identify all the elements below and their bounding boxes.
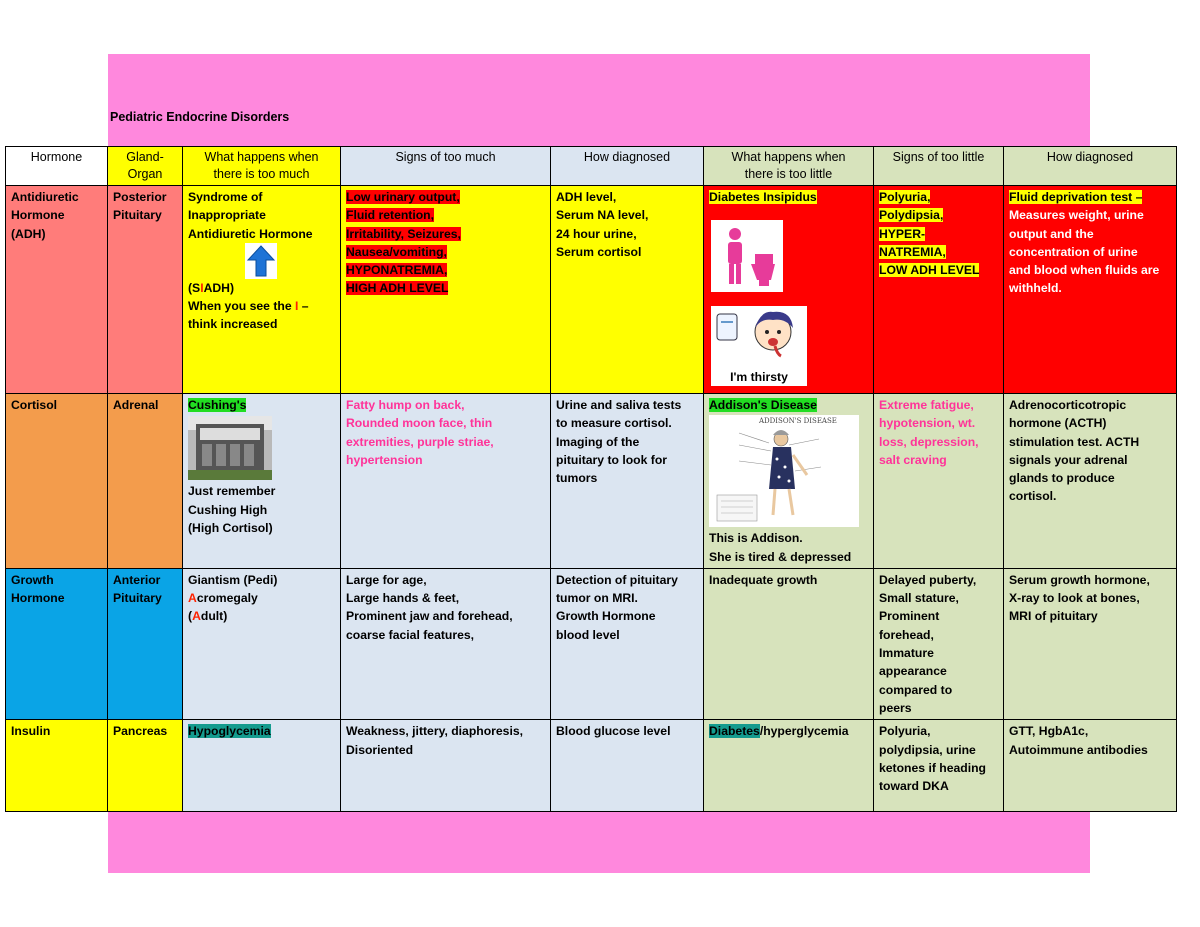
cell-much-what-growth: Giantism (Pedi) Acromegaly (Adult): [183, 568, 341, 719]
cell-gland-adh: Posterior Pituitary: [108, 186, 183, 394]
header-hormone: Hormone: [6, 147, 108, 186]
header-row: [6, 147, 1177, 186]
cell-little-diag-adh: Fluid deprivation test – Measures weight, urine output and the concentration of urine and blood when fluids are withheld.: [1004, 186, 1177, 394]
cell-gland-growth: Anterior Pituitary: [108, 568, 183, 719]
thirsty-person-icon: [711, 306, 807, 362]
addison-figure-image: ADDISON'S DISEASE: [709, 415, 859, 527]
cell-hormone-growth: Growth Hormone: [6, 568, 108, 719]
header-what-much: What happens when there is too much: [183, 147, 341, 186]
pink-band-bottom: [108, 803, 1090, 873]
header-signs-much: Signs of too much: [341, 147, 551, 186]
header-signs-little: Signs of too little: [874, 147, 1004, 186]
cell-much-signs-insulin: Weakness, jittery, diaphoresis, Disoriented: [341, 720, 551, 812]
cell-much-what-cortisol: Cushing's Just remember Cushing High (High Cortisol): [183, 394, 341, 569]
cell-much-what-insulin: Hypoglycemia: [183, 720, 341, 812]
cell-much-signs-growth: Large for age, Large hands & feet, Prominent jaw and forehead, coarse facial features,: [341, 568, 551, 719]
header-diag-little: How diagnosed: [1004, 147, 1177, 186]
header-gland: Gland- Organ: [108, 147, 183, 186]
document-title: Pediatric Endocrine Disorders: [110, 110, 290, 124]
cell-hormone-adh: Antidiuretic Hormone (ADH): [6, 186, 108, 394]
header-what-little: What happens when there is too little: [704, 147, 874, 186]
cell-much-signs-adh: Low urinary output, Fluid retention, Irritability, Seizures, Nausea/vomiting, HYPONATREMIA, HIGH ADH LEVEL: [341, 186, 551, 394]
cushing-sign-image: [188, 416, 272, 480]
cell-gland-insulin: Pancreas: [108, 720, 183, 812]
cell-much-diag-insulin: Blood glucose level: [551, 720, 704, 812]
cell-much-diag-adh: ADH level, Serum NA level, 24 hour urine, Serum cortisol: [551, 186, 704, 394]
cell-much-what-adh: Syndrome of Inappropriate Antidiuretic Hormone (SIADH) When you see the I – think increased: [183, 186, 341, 394]
cell-little-what-cortisol: Addison's Disease ADDISON'S DISEASE This is Addison. She is tired & depressed: [704, 394, 874, 569]
table-row: [6, 720, 1177, 812]
cell-little-signs-insulin: Polyuria, polydipsia, urine ketones if heading toward DKA: [874, 720, 1004, 812]
cell-much-diag-growth: Detection of pituitary tumor on MRI. Growth Hormone blood level: [551, 568, 704, 719]
pink-band-top: [108, 54, 1090, 147]
cell-little-what-insulin: Diabetes/hyperglycemia: [704, 720, 874, 812]
up-arrow-icon: [245, 243, 277, 279]
cell-little-signs-adh: Polyuria, Polydipsia, HYPER- NATREMIA, LOW ADH LEVEL: [874, 186, 1004, 394]
cell-little-diag-growth: Serum growth hormone, X-ray to look at bones, MRI of pituitary: [1004, 568, 1177, 719]
endocrine-table: [5, 146, 1177, 812]
table-row: [6, 394, 1177, 569]
cell-little-what-growth: Inadequate growth: [704, 568, 874, 719]
cell-little-what-adh: Diabetes Insipidus I'm thirsty: [704, 186, 874, 394]
cell-little-diag-insulin: GTT, HgbA1c, Autoimmune antibodies: [1004, 720, 1177, 812]
header-diag-much: How diagnosed: [551, 147, 704, 186]
cell-gland-cortisol: Adrenal: [108, 394, 183, 569]
table-row: [6, 568, 1177, 719]
thirsty-caption: I'm thirsty: [730, 369, 788, 384]
cell-hormone-insulin: Insulin: [6, 720, 108, 812]
cell-hormone-cortisol: Cortisol: [6, 394, 108, 569]
cell-little-signs-cortisol: Extreme fatigue, hypotension, wt. loss, depression, salt craving: [874, 394, 1004, 569]
cell-much-signs-cortisol: Fatty hump on back, Rounded moon face, thin extremities, purple striae, hypertension: [341, 394, 551, 569]
cell-little-diag-cortisol: Adrenocorticotropic hormone (ACTH) stimulation test. ACTH signals your adrenal glands to produce cortisol.: [1004, 394, 1177, 569]
cell-much-diag-cortisol: Urine and saliva tests to measure cortisol. Imaging of the pituitary to look for tumors: [551, 394, 704, 569]
cell-little-signs-growth: Delayed puberty, Small stature, Prominent forehead, Immature appearance compared to peers: [874, 568, 1004, 719]
toilet-person-icon: [711, 220, 783, 292]
table-row: [6, 186, 1177, 394]
